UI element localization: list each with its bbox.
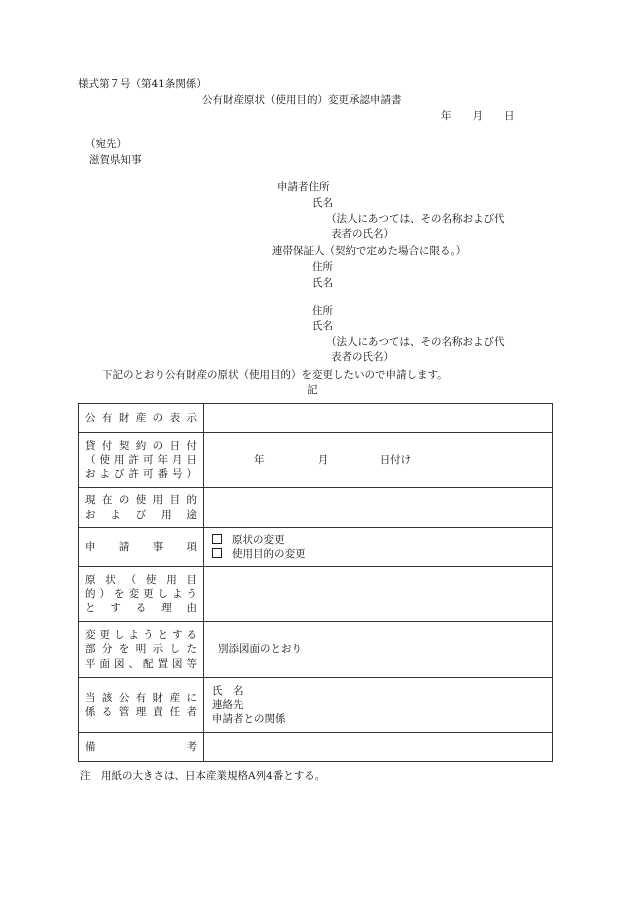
table-row	[79, 528, 553, 567]
drawing-label-1: 変更しようとする	[85, 629, 197, 642]
drawing-value: 別添図面のとおり	[218, 643, 302, 656]
applicant-corp-note-1: （法人にあつては、その名称および代	[326, 213, 505, 225]
table-row	[79, 433, 553, 488]
option-usage-purpose[interactable]: 使用目的の変更	[212, 547, 544, 561]
guarantor-address-label-2: 住所	[312, 305, 333, 317]
guarantor-name-label-1: 氏名	[312, 277, 333, 289]
property-label: 公有財産の表示	[85, 411, 197, 424]
guarantor-header: 連帯保証人（契約で定めた場合に限る。）	[272, 245, 467, 257]
intro-text: 下記のとおり公有財産の原状（使用目的）を変更したいので申請します。	[102, 369, 448, 381]
footnote: 注 用紙の大きさは、日本産業規格A列4番とする。	[80, 770, 326, 782]
reason-label-1: 原状（使用目	[85, 573, 197, 586]
applicant-name-label: 氏名	[312, 197, 333, 209]
applicant-corp-note-2: 表者の氏名）	[331, 228, 394, 240]
reason-label-3: とする理由	[85, 602, 197, 615]
option-original-state[interactable]: 原状の変更	[212, 533, 544, 547]
remarks-value[interactable]	[204, 733, 553, 762]
addressee-name: 滋賀県知事	[89, 154, 142, 166]
lease-date-label-1: 貸付契約の日付	[85, 439, 197, 452]
lease-date-value[interactable]	[204, 433, 553, 488]
table-row	[79, 622, 553, 678]
guarantor-corp-note-1: （法人にあつては、その名称および代	[326, 336, 505, 348]
guarantor-corp-note-2: 表者の氏名）	[331, 351, 394, 363]
date-line: 年 月 日	[441, 110, 515, 122]
applicant-address-label: 申請者住所	[277, 181, 330, 193]
lease-date-label-2: （使用許可年月日	[85, 453, 197, 466]
manager-label-1: 当該公有財産に	[85, 691, 197, 704]
current-use-label-1: 現在の使用目的	[85, 494, 197, 507]
application-table	[78, 403, 553, 762]
lease-date-year: 年	[254, 453, 265, 466]
ki-heading: 記	[307, 384, 318, 396]
drawing-label-3: 平面図、配置図等	[85, 657, 197, 670]
remarks-label: 備考	[85, 740, 197, 753]
guarantor-name-label-2: 氏名	[312, 320, 333, 332]
checkbox-icon[interactable]	[212, 548, 222, 558]
table-row	[79, 733, 553, 762]
manager-label-2: 係る管理責任者	[85, 706, 197, 718]
reason-value[interactable]	[204, 567, 553, 622]
manager-relationship-label: 申請者との関係	[212, 713, 286, 726]
table-row	[79, 567, 553, 622]
guarantor-address-label-1: 住所	[312, 261, 333, 273]
manager-contact-label: 連絡先	[212, 698, 244, 711]
manager-name-label: 氏 名	[212, 684, 244, 697]
drawing-label-2: 部分を明示した	[85, 643, 197, 656]
table-row	[79, 488, 553, 528]
lease-date-month: 月	[317, 453, 329, 466]
document-title: 公有財産原状（使用目的）変更承認申請書	[202, 94, 402, 106]
reason-label-2: 的）を変更しよう	[85, 587, 197, 600]
current-use-value[interactable]	[204, 488, 553, 528]
application-items-label: 申請事項	[85, 540, 197, 553]
table-row	[79, 678, 553, 733]
addressee-honorific: （宛先）	[85, 138, 127, 150]
lease-date-label-3: および許可番号）	[85, 468, 197, 481]
current-use-label-2: および用途	[85, 508, 197, 521]
property-value[interactable]	[204, 404, 553, 433]
checkbox-icon[interactable]	[212, 534, 222, 544]
table-row	[79, 404, 553, 433]
lease-date-day: 日付け	[379, 453, 412, 466]
form-number: 様式第７号（第41条関係）	[78, 78, 207, 90]
